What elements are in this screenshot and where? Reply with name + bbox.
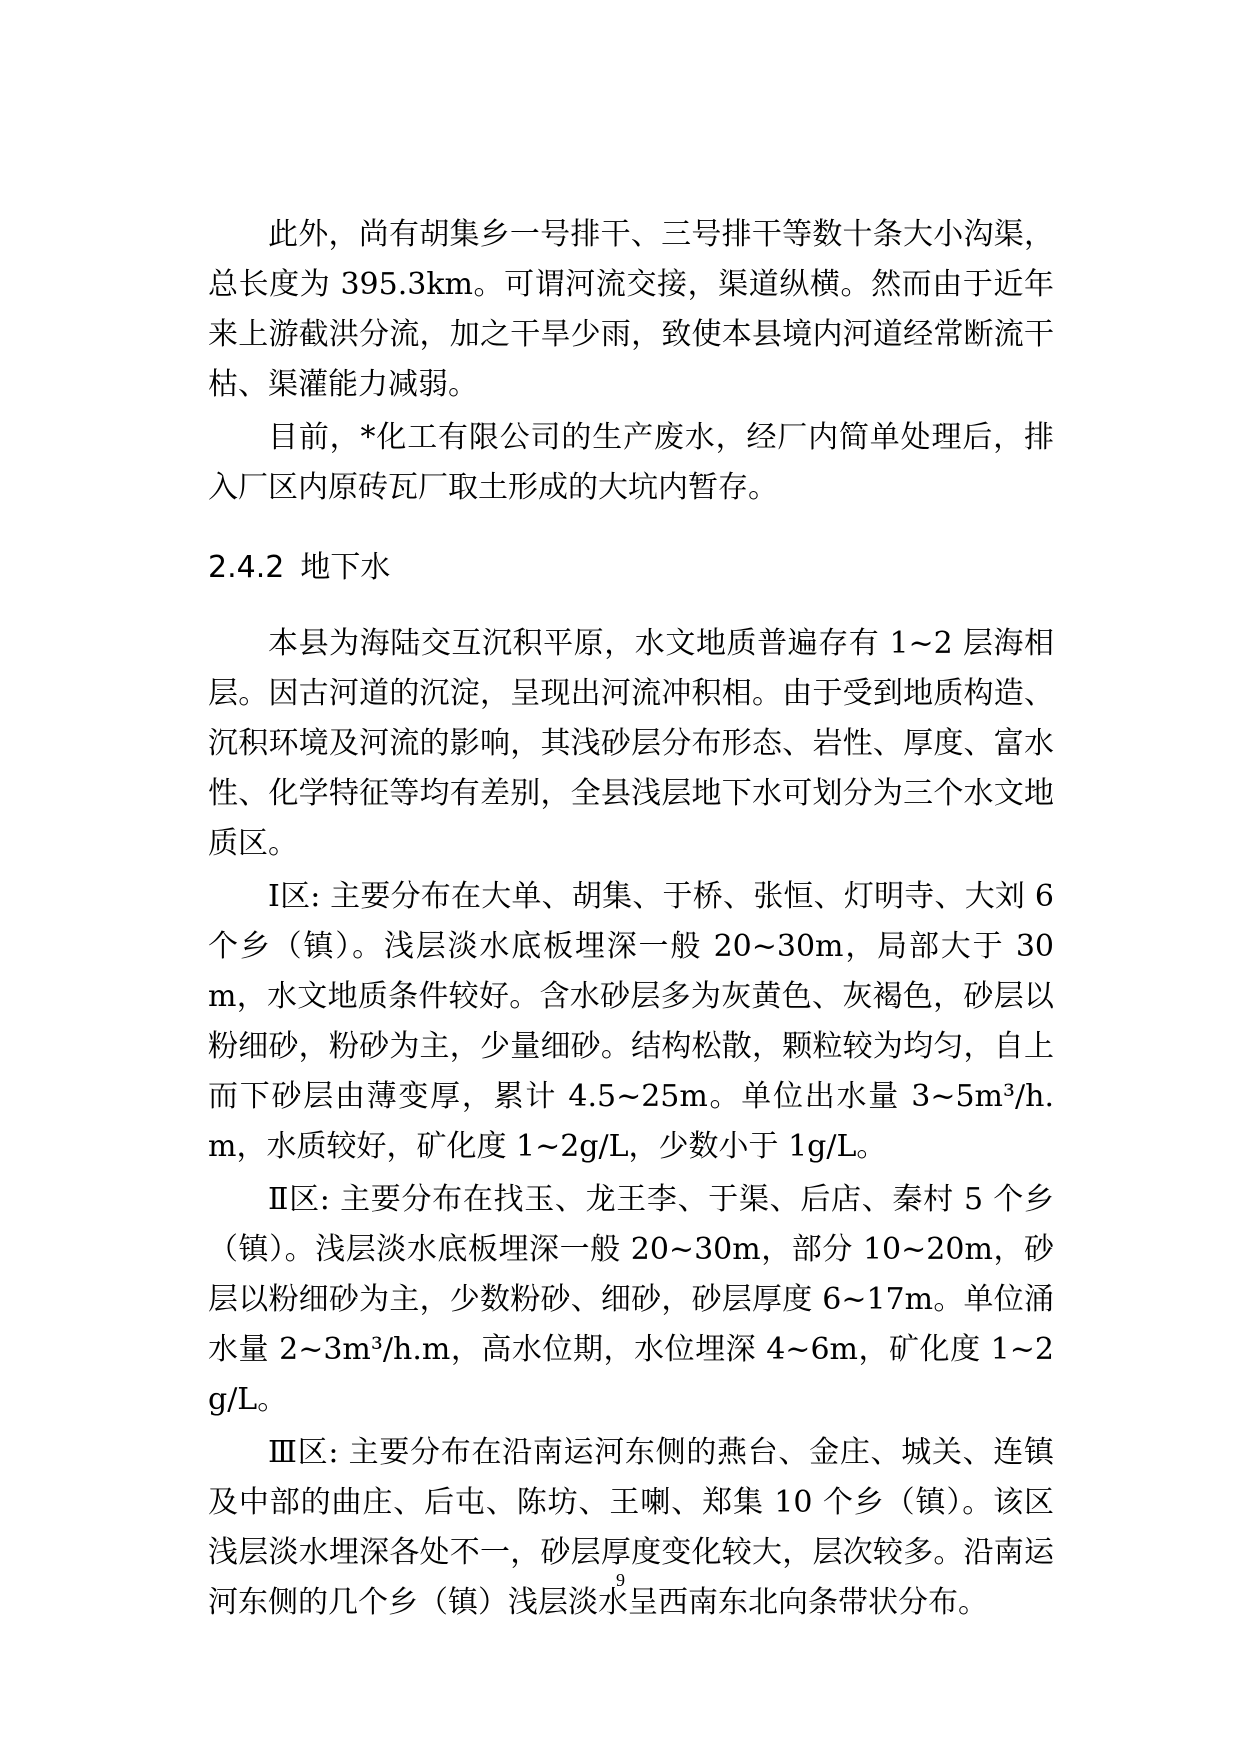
paragraph-zone-2: Ⅱ区: 主要分布在找玉、龙王李、于渠、后店、秦村 5 个乡（镇）。浅层淡水底板埋深一般 20~30m，部分 10~20m，砂层以粉细砂为主，少数粉砂、细砂，砂层厚度 6~17m。单位涌水量 2~3m³/h.m，高水位期，水位埋深 4~6m，矿化度 1~2g/L。 [208,1182,1054,1417]
paragraph-wastewater: 目前，*化工有限公司的生产废水，经厂内简单处理后，排入厂区内原砖瓦厂取土形成的大坑内暂存。 [208,420,1054,505]
section-title: 地下水 [300,550,391,585]
page-number: 9 [616,1570,625,1590]
section-heading [208,543,1054,593]
paragraph-ditches: 此外，尚有胡集乡一号排干、三号排干等数十条大小沟渠，总长度为 395.3km。可谓河流交接，渠道纵横。然而由于近年来上游截洪分流，加之干旱少雨，致使本县境内河道经常断流干枯、渠灌能力减弱。 [208,217,1054,402]
paragraph-zone-3: Ⅲ区: 主要分布在沿南运河东侧的燕台、金庄、城关、连镇及中部的曲庄、后屯、陈坊、王喇、郑集 10 个乡（镇）。该区浅层淡水埋深各处不一，砂层厚度变化较大，层次较多。沿南运河东侧的几个乡（镇）浅层淡水呈西南东北向条带状分布。 [208,1435,1054,1620]
page-body [208,210,1054,1631]
paragraph-groundwater-overview: 本县为海陆交互沉积平原，水文地质普遍存有 1~2 层海相层。因古河道的沉淀，呈现出河流冲积相。由于受到地质构造、沉积环境及河流的影响，其浅砂层分布形态、岩性、厚度、富水性、化学特征等均有差别，全县浅层地下水可划分为三个水文地质区。 [208,626,1054,861]
section-number: 2.4.2 [208,550,285,585]
paragraph-zone-1: Ⅰ区: 主要分布在大单、胡集、于桥、张恒、灯明寺、大刘 6 个乡（镇）。浅层淡水底板埋深一般 20~30m，局部大于 30m，水文地质条件较好。含水砂层多为灰黄色、灰褐色，砂层以粉细砂，粉砂为主，少量细砂。结构松散，颗粒较为均匀，自上而下砂层由薄变厚，累计 4.5~25m。单位出水量 3~5m³/h.m，水质较好，矿化度 1~2g/L，少数小于 1g/L。 [208,879,1054,1164]
